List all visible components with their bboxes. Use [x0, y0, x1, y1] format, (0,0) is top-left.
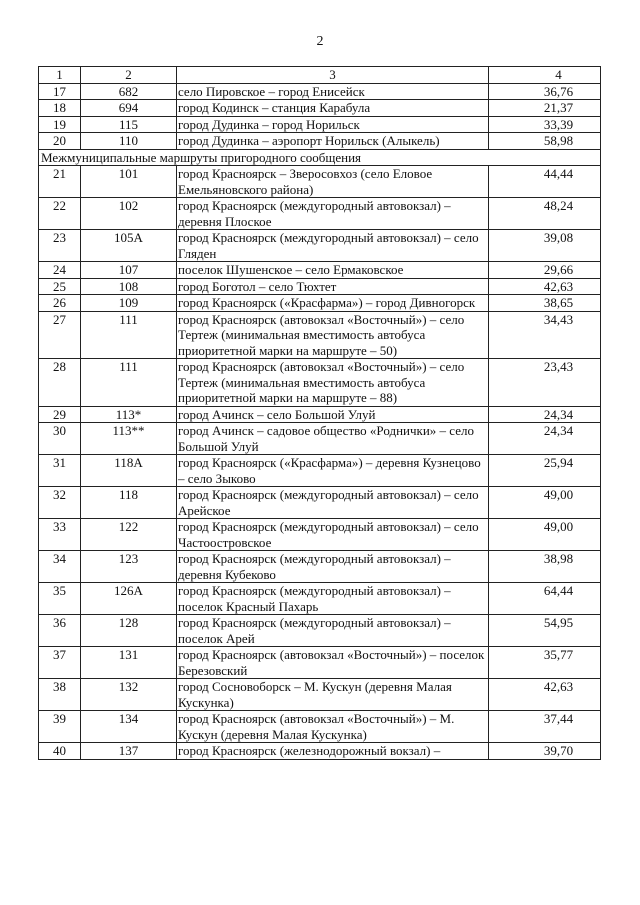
route-name: поселок Шушенское – село Ермаковское — [177, 262, 489, 279]
route-code: 137 — [81, 743, 177, 760]
route-code: 682 — [81, 83, 177, 100]
route-value: 35,77 — [489, 647, 601, 679]
route-value: 24,34 — [489, 406, 601, 423]
route-value: 33,39 — [489, 116, 601, 133]
route-code: 113** — [81, 423, 177, 455]
route-code: 131 — [81, 647, 177, 679]
route-name: город Ачинск – садовое общество «Роднички» – село Большой Улуй — [177, 423, 489, 455]
row-number: 24 — [39, 262, 81, 279]
table-row — [39, 116, 601, 133]
route-value: 42,63 — [489, 278, 601, 295]
route-name: город Красноярск («Красфарма») – деревня Кузнецово – село Зыково — [177, 455, 489, 487]
route-code: 102 — [81, 198, 177, 230]
routes-table — [38, 66, 601, 760]
row-number: 21 — [39, 166, 81, 198]
route-value: 25,94 — [489, 455, 601, 487]
table-row — [39, 551, 601, 583]
route-code: 694 — [81, 100, 177, 117]
route-code: 111 — [81, 359, 177, 407]
route-name: город Красноярск (железнодорожный вокзал) – — [177, 743, 489, 760]
route-name: город Дудинка – город Норильск — [177, 116, 489, 133]
row-number: 33 — [39, 519, 81, 551]
route-name: город Красноярск (автовокзал «Восточный») – село Тертеж (минимальная вместимость автобуса приоритетной марки на маршруте – 50) — [177, 311, 489, 359]
table-row — [39, 711, 601, 743]
table-row — [39, 262, 601, 279]
route-code: 108 — [81, 278, 177, 295]
table-row — [39, 133, 601, 150]
route-value: 44,44 — [489, 166, 601, 198]
route-value: 36,76 — [489, 83, 601, 100]
table-row — [39, 455, 601, 487]
table-row — [39, 295, 601, 312]
row-number: 37 — [39, 647, 81, 679]
table-row — [39, 423, 601, 455]
route-code: 101 — [81, 166, 177, 198]
route-name: город Боготол – село Тюхтет — [177, 278, 489, 295]
table-row — [39, 359, 601, 407]
route-value: 58,98 — [489, 133, 601, 150]
header-cell: 2 — [81, 67, 177, 84]
route-value: 29,66 — [489, 262, 601, 279]
section-title: Межмуниципальные маршруты пригородного сообщения — [39, 149, 601, 166]
table-row — [39, 647, 601, 679]
route-name: город Красноярск (автовокзал «Восточный») – село Тертеж (минимальная вместимость автобуса приоритетной марки на маршруте – 88) — [177, 359, 489, 407]
route-code: 109 — [81, 295, 177, 312]
route-code: 122 — [81, 519, 177, 551]
row-number: 22 — [39, 198, 81, 230]
row-number: 39 — [39, 711, 81, 743]
route-code: 113* — [81, 406, 177, 423]
row-number: 34 — [39, 551, 81, 583]
row-number: 19 — [39, 116, 81, 133]
row-number: 35 — [39, 583, 81, 615]
route-name: город Красноярск (междугородный автовокзал) – деревня Кубеково — [177, 551, 489, 583]
route-code: 123 — [81, 551, 177, 583]
row-number: 32 — [39, 487, 81, 519]
route-name: город Дудинка – аэропорт Норильск (Алыкель) — [177, 133, 489, 150]
route-name: город Красноярск (автовокзал «Восточный») – М. Кускун (деревня Малая Кускунка) — [177, 711, 489, 743]
route-name: город Красноярск (междугородный автовокзал) – село Частоостровское — [177, 519, 489, 551]
row-number: 25 — [39, 278, 81, 295]
table-row — [39, 487, 601, 519]
row-number: 29 — [39, 406, 81, 423]
route-name: город Красноярск – Зверосовхоз (село Еловое Емельяновского района) — [177, 166, 489, 198]
route-code: 115 — [81, 116, 177, 133]
route-value: 37,44 — [489, 711, 601, 743]
route-name: село Пировское – город Енисейск — [177, 83, 489, 100]
table-row — [39, 100, 601, 117]
route-value: 49,00 — [489, 487, 601, 519]
row-number: 40 — [39, 743, 81, 760]
route-value: 42,63 — [489, 679, 601, 711]
row-number: 31 — [39, 455, 81, 487]
row-number: 30 — [39, 423, 81, 455]
route-value: 38,98 — [489, 551, 601, 583]
route-name: город Красноярск (междугородный автовокзал) – поселок Красный Пахарь — [177, 583, 489, 615]
route-code: 105А — [81, 230, 177, 262]
table-row — [39, 679, 601, 711]
table-header-row — [39, 67, 601, 84]
route-value: 48,24 — [489, 198, 601, 230]
route-name: город Красноярск (междугородный автовокзал) – деревня Плоское — [177, 198, 489, 230]
route-code: 118А — [81, 455, 177, 487]
row-number: 36 — [39, 615, 81, 647]
route-code: 118 — [81, 487, 177, 519]
section-row — [39, 149, 601, 166]
table-row — [39, 166, 601, 198]
route-code: 111 — [81, 311, 177, 359]
route-code: 107 — [81, 262, 177, 279]
route-value: 39,70 — [489, 743, 601, 760]
route-value: 23,43 — [489, 359, 601, 407]
table-row — [39, 519, 601, 551]
row-number: 27 — [39, 311, 81, 359]
route-name: город Красноярск (междугородный автовокзал) – поселок Арей — [177, 615, 489, 647]
row-number: 20 — [39, 133, 81, 150]
table-row — [39, 743, 601, 760]
table-row — [39, 230, 601, 262]
route-code: 134 — [81, 711, 177, 743]
route-value: 49,00 — [489, 519, 601, 551]
row-number: 18 — [39, 100, 81, 117]
table-row — [39, 198, 601, 230]
table-row — [39, 406, 601, 423]
route-code: 126А — [81, 583, 177, 615]
route-value: 24,34 — [489, 423, 601, 455]
route-value: 34,43 — [489, 311, 601, 359]
table-row — [39, 278, 601, 295]
route-name: город Красноярск (автовокзал «Восточный») – поселок Березовский — [177, 647, 489, 679]
row-number: 23 — [39, 230, 81, 262]
header-cell: 3 — [177, 67, 489, 84]
row-number: 28 — [39, 359, 81, 407]
route-value: 64,44 — [489, 583, 601, 615]
row-number: 38 — [39, 679, 81, 711]
route-value: 54,95 — [489, 615, 601, 647]
route-name: город Ачинск – село Большой Улуй — [177, 406, 489, 423]
table-row — [39, 583, 601, 615]
route-name: город Красноярск (междугородный автовокзал) – село Арейское — [177, 487, 489, 519]
route-name: город Красноярск (междугородный автовокзал) – село Гляден — [177, 230, 489, 262]
route-value: 38,65 — [489, 295, 601, 312]
page-number: 2 — [316, 34, 324, 49]
header-cell: 4 — [489, 67, 601, 84]
route-value: 39,08 — [489, 230, 601, 262]
route-code: 110 — [81, 133, 177, 150]
route-value: 21,37 — [489, 100, 601, 117]
route-code: 132 — [81, 679, 177, 711]
table-row — [39, 615, 601, 647]
table-row — [39, 311, 601, 359]
route-name: город Кодинск – станция Карабула — [177, 100, 489, 117]
row-number: 17 — [39, 83, 81, 100]
header-cell: 1 — [39, 67, 81, 84]
route-name: город Красноярск («Красфарма») – город Дивногорск — [177, 295, 489, 312]
table-row — [39, 83, 601, 100]
row-number: 26 — [39, 295, 81, 312]
route-name: город Сосновоборск – М. Кускун (деревня Малая Кускунка) — [177, 679, 489, 711]
route-code: 128 — [81, 615, 177, 647]
